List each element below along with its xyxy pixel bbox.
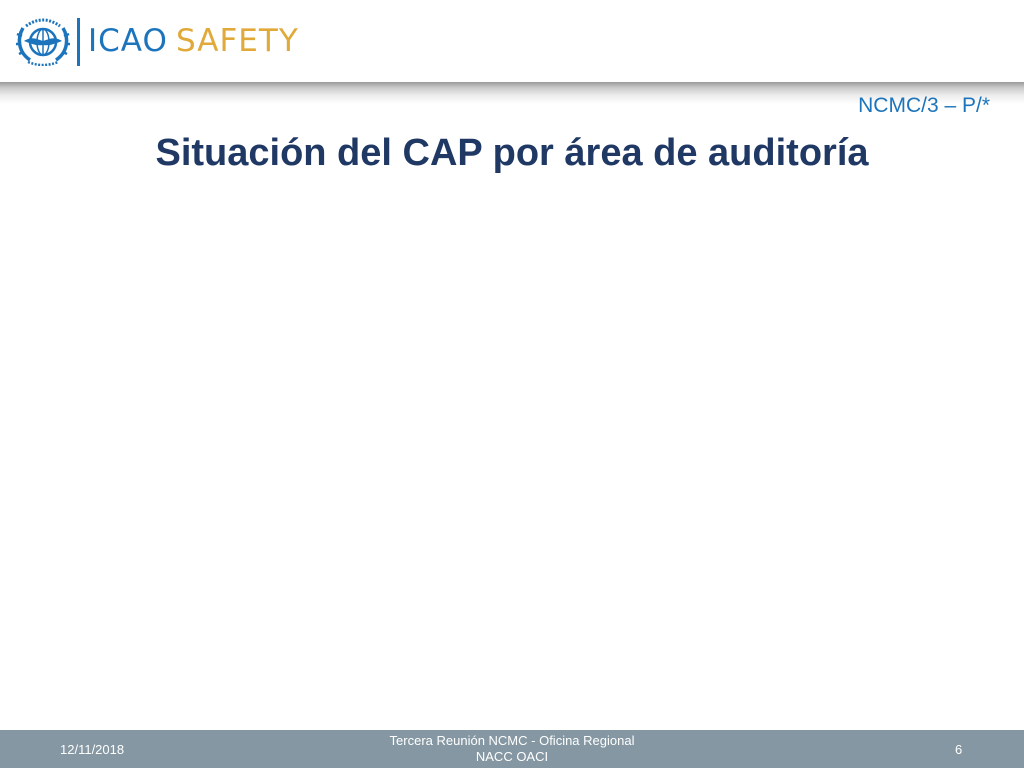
brand-divider — [77, 18, 80, 66]
footer-date: 12/11/2018 — [60, 742, 125, 757]
footer-meeting-line2: NACC OACI — [475, 749, 549, 764]
page-number: 6 — [955, 742, 963, 757]
safety-wordmark: SAFETY — [176, 23, 299, 59]
icao-emblem-icon — [14, 14, 72, 66]
document-reference: NCMC/3 – P/* — [858, 94, 990, 117]
slide-title: Situación del CAP por área de auditoría — [155, 132, 869, 174]
footer-bar — [0, 730, 1024, 768]
icao-wordmark: ICAO — [88, 23, 168, 59]
footer-meeting-line1: Tercera Reunión NCMC - Oficina Regional — [389, 733, 635, 748]
header-banner — [0, 0, 1024, 84]
footer-meeting-info — [312, 733, 712, 765]
